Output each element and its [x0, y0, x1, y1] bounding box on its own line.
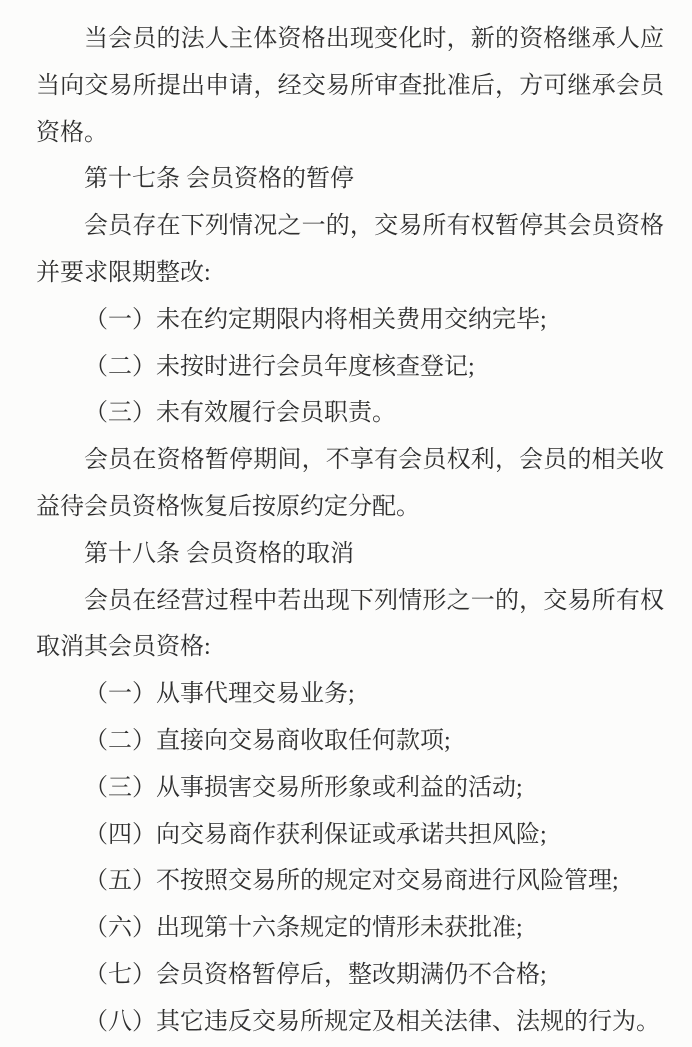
list-item: （三）从事损害交易所形象或利益的活动;: [84, 774, 523, 801]
article-heading: 第十八条 会员资格的取消: [84, 540, 354, 567]
paragraph: 会员在经营过程中若出现下列情形之一的，交易所有权取消其会员资格:: [36, 587, 664, 661]
document-body: [36, 16, 664, 1046]
list-item: （一）从事代理交易业务;: [84, 681, 355, 708]
list-item: （二）未按时进行会员年度核查登记;: [84, 353, 475, 380]
list-item: （二）直接向交易商收取任何款项;: [84, 727, 451, 754]
paragraph: 会员在资格暂停期间，不享有会员权利，会员的相关收益待会员资格恢复后按原约定分配。: [36, 447, 664, 520]
list-item: （三）未有效履行会员职责。: [84, 400, 396, 427]
paragraph: 会员存在下列情况之一的，交易所有权暂停其会员资格并要求限期整改:: [36, 213, 664, 286]
list-item: （八）其它违反交易所规定及相关法律、法规的行为。: [84, 1008, 660, 1035]
paragraph: 当会员的法人主体资格出现变化时，新的资格继承人应当向交易所提出申请，经交易所审查批准后，方可继承会员资格。: [36, 26, 664, 146]
article-heading: 第十七条 会员资格的暂停: [84, 166, 354, 193]
list-item: （七）会员资格暂停后，整改期满仍不合格;: [84, 961, 547, 988]
list-item: （五）不按照交易所的规定对交易商进行风险管理;: [84, 868, 619, 895]
list-item: （四）向交易商作获利保证或承诺共担风险;: [84, 821, 547, 848]
list-item: （一）未在约定期限内将相关费用交纳完毕;: [84, 306, 547, 333]
list-item: （六）出现第十六条规定的情形未获批准;: [84, 915, 523, 942]
